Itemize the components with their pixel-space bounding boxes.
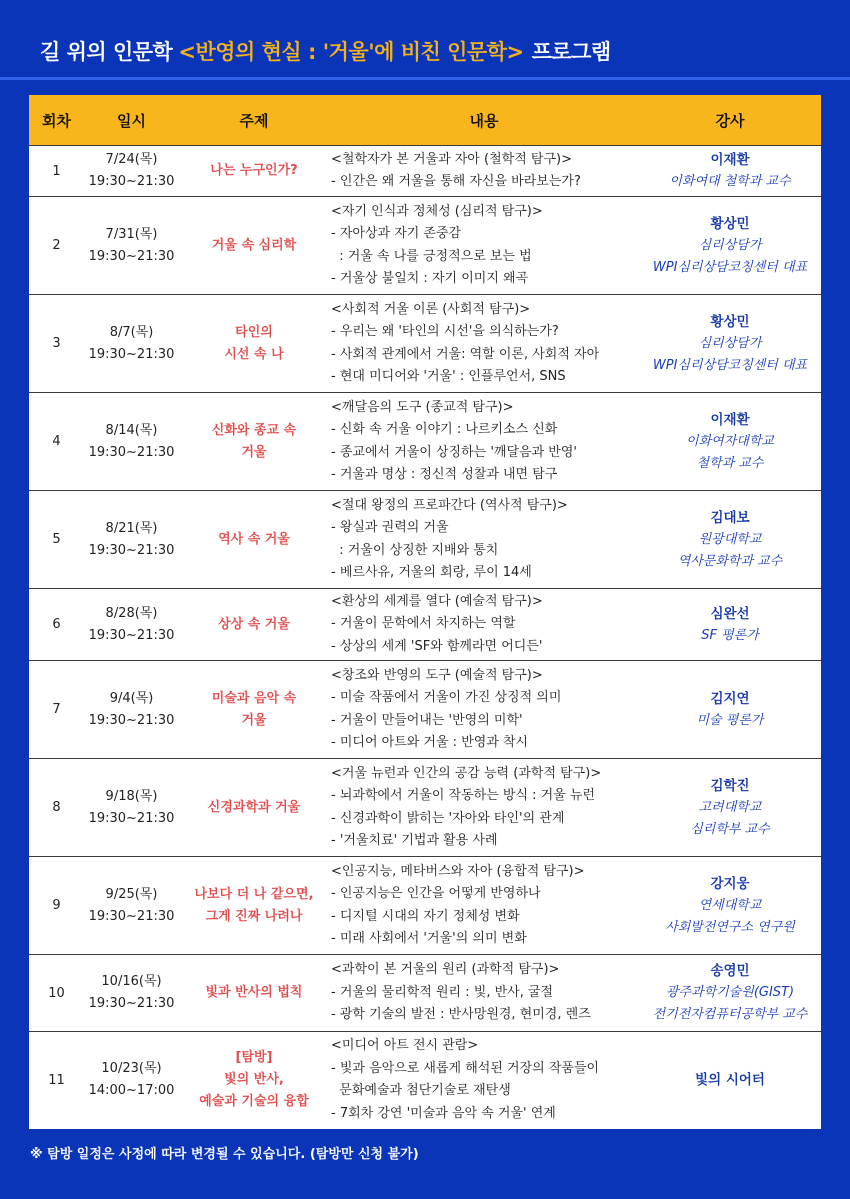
session-lecturer [639,589,821,661]
session-lecturer [639,759,821,857]
session-number: 4 [29,393,84,491]
lecturer-affiliation: 원광대학교 [698,531,762,547]
content-line: - 신경과학이 밝히는 '자아와 타인'의 관계 [331,810,565,826]
page-title [40,36,611,66]
title-highlight: <반영의 현실 : '거울'에 비친 인문학> [178,40,524,64]
lecturer-affiliation: 전기전자컴퓨터공학부 교수 [652,1007,808,1022]
content-line: : 거울이 상징한 지배와 통치 [331,542,499,558]
session-topic [179,197,329,295]
session-number: 6 [29,589,84,661]
session-date: 8/14(목) [105,422,158,438]
lecturer-name: 빛의 시어터 [695,1072,765,1089]
title-suffix: 프로그램 [531,40,611,64]
topic-line: 역사 속 거울 [218,531,290,547]
content-line: <절대 왕정의 프로파간다 (역사적 탐구)> [331,497,568,513]
session-date: 8/28(목) [105,605,158,621]
content-line: - 미래 사회에서 '거울'의 의미 변화 [331,931,527,946]
session-lecturer [639,393,821,491]
session-content [329,295,639,393]
table-row [29,955,821,1032]
content-line: - 디지털 시대의 자기 정체성 변화 [331,908,520,924]
content-line: - 인공지능은 인간을 어떻게 반영하나 [331,886,541,901]
session-content [329,857,639,955]
topic-line: 신화와 종교 속 [211,422,297,438]
content-line: <미디어 아트 전시 관람> [331,1038,479,1054]
session-date: 7/31(목) [105,226,158,242]
table-row [29,1032,821,1129]
topic-line: 신경과학과 거울 [207,799,301,815]
content-line: - 베르사유, 거울의 회랑, 루이 14세 [331,565,532,580]
content-line: <인공지능, 메타버스와 자아 (융합적 탐구)> [331,863,585,879]
table-row [29,393,821,491]
topic-line: 미술과 음악 속 [211,690,297,706]
session-content [329,759,639,857]
session-topic [179,759,329,857]
session-date: 7/24(목) [105,152,158,167]
table-row [29,661,821,759]
session-datetime [84,759,179,857]
title-prefix: 길 위의 인문학 [40,40,173,64]
session-time: 19:30~21:30 [88,174,175,189]
table-row [29,146,821,197]
header-datetime: 일시 [84,95,179,146]
content-line: - 인간은 왜 거울을 통해 자신을 바라보는가? [331,174,581,189]
lecturer-affiliation: 철학과 교수 [696,455,764,471]
footnote: ※ 탐방 일정은 사정에 따라 변경될 수 있습니다. (탐방만 신청 불가) [30,1147,419,1162]
session-number: 9 [29,857,84,955]
content-line: - 거울상 불일치 : 자기 이미지 왜곡 [331,271,529,286]
session-number: 7 [29,661,84,759]
header-topic: 주제 [179,95,329,146]
session-date: 9/18(목) [105,788,158,804]
session-date: 8/21(목) [105,520,158,536]
schedule-table [29,95,821,1129]
session-date: 10/16(목) [101,974,162,989]
topic-line: 시선 속 나 [224,346,284,362]
session-date: 8/7(목) [109,324,154,340]
content-line: - 사회적 관계에서 거울: 역할 이론, 사회적 자아 [331,346,600,362]
content-line: - 미술 작품에서 거울이 가진 상징적 의미 [331,690,562,705]
content-line: <자기 인식과 정체성 (심리적 탐구)> [331,203,543,219]
session-date: 9/4(목) [109,690,154,706]
lecturer-name: 황상민 [710,313,750,330]
content-line: <사회적 거울 이론 (사회적 탐구)> [331,301,531,317]
topic-line: [탐방] [235,1050,273,1066]
topic-line: 나는 누구인가? [210,163,298,178]
session-time: 19:30~21:30 [88,542,175,558]
header-divider [0,77,850,80]
content-line: - 거울과 명상 : 정신적 성찰과 내면 탐구 [331,467,558,482]
lecturer-affiliation: 심리상담가 [698,237,762,253]
session-topic [179,589,329,661]
content-line: - 우리는 왜 '타인의 시선'을 의식하는가? [331,324,559,339]
lecturer-affiliation: 미술 평론가 [696,712,764,728]
lecturer-name: 이재환 [710,152,750,168]
session-time: 19:30~21:30 [88,346,175,362]
table-row [29,491,821,589]
session-number: 8 [29,759,84,857]
session-content [329,589,639,661]
lecturer-affiliation: 이화여자대학교 [686,433,774,449]
session-time: 19:30~21:30 [88,627,175,643]
session-time: 19:30~21:30 [88,248,175,264]
session-date: 9/25(목) [105,886,158,902]
session-number: 3 [29,295,84,393]
session-time: 19:30~21:30 [88,996,175,1011]
lecturer-affiliation: WPI심리상담코칭센터 대표 [652,259,808,275]
lecturer-name: 강지웅 [710,875,750,892]
content-line: - 현대 미디어와 '거울' : 인플루언서, SNS [331,369,566,384]
header-content: 내용 [329,95,639,146]
lecturer-affiliation: 연세대학교 [698,897,762,913]
session-time: 14:00~17:00 [88,1083,175,1099]
session-lecturer [639,661,821,759]
session-topic [179,1032,329,1129]
session-datetime [84,393,179,491]
table-body [29,146,821,1129]
session-number: 1 [29,146,84,197]
topic-line: 거울 속 심리학 [211,237,297,253]
session-content [329,197,639,295]
topic-line: 거울 [241,444,267,460]
content-line: 문화예술과 첨단기술로 재탄생 [331,1083,511,1099]
content-line: - 상상의 세계 'SF와 함께라면 어디든' [331,638,543,654]
session-datetime [84,857,179,955]
session-datetime [84,295,179,393]
content-line: : 거울 속 나를 긍정적으로 보는 법 [331,248,532,264]
content-line: - 자아상과 자기 존중감 [331,226,462,241]
content-line: - '거울치료' 기법과 활용 사례 [331,833,498,848]
topic-line: 상상 속 거울 [218,616,290,632]
session-content [329,393,639,491]
lecturer-affiliation: 이화여대 철학과 교수 [669,174,791,189]
session-topic [179,955,329,1032]
session-time: 19:30~21:30 [88,712,175,728]
session-topic [179,393,329,491]
session-topic [179,295,329,393]
content-line: - 미디어 아트와 거울 : 반영과 착시 [331,735,529,750]
session-content [329,661,639,759]
session-topic [179,146,329,197]
session-content [329,955,639,1032]
session-lecturer [639,1032,821,1129]
session-datetime [84,955,179,1032]
topic-line: 타인의 [235,324,273,340]
session-lecturer [639,197,821,295]
session-date: 10/23(목) [101,1061,162,1077]
content-line: <창조와 반영의 도구 (예술적 탐구)> [331,667,543,683]
session-lecturer [639,857,821,955]
table-row [29,759,821,857]
session-content [329,146,639,197]
session-datetime [84,491,179,589]
content-line: <철학자가 본 거울과 자아 (철학적 탐구)> [331,151,572,167]
topic-line: 거울 [241,712,267,728]
session-lecturer [639,146,821,197]
lecturer-affiliation: SF 평론가 [701,627,759,643]
lecturer-affiliation: 광주과학기술원(GIST) [665,985,795,1000]
session-content [329,491,639,589]
session-lecturer [639,491,821,589]
content-line: - 신화 속 거울 이야기 : 나르키소스 신화 [331,422,558,437]
session-datetime [84,1032,179,1129]
session-topic [179,857,329,955]
content-line: - 뇌과학에서 거울이 작동하는 방식 : 거울 뉴런 [331,788,596,803]
table-row [29,857,821,955]
content-line: <환상의 세계를 열다 (예술적 탐구)> [331,593,543,609]
content-line: - 거울이 만들어내는 '반영의 미학' [331,712,523,728]
topic-line: 나보다 더 나 같으면, [194,886,314,902]
lecturer-name: 김지연 [710,690,750,707]
session-datetime [84,197,179,295]
session-topic [179,491,329,589]
lecturer-name: 심완선 [710,605,750,622]
content-line: - 거울의 물리학적 원리 : 빛, 반사, 굴절 [331,984,554,1000]
content-line: - 빛과 음악으로 새롭게 해석된 거장의 작품들이 [331,1060,600,1076]
content-line: - 7회차 강연 '미술과 음악 속 거울' 연계 [331,1105,556,1121]
session-topic [179,661,329,759]
content-line: - 광학 기술의 발전 : 반사망원경, 현미경, 렌즈 [331,1007,591,1023]
table-row [29,295,821,393]
table-header-row [29,95,821,146]
lecturer-affiliation: 고려대학교 [698,799,762,815]
lecturer-name: 황상민 [710,215,750,232]
session-number: 2 [29,197,84,295]
lecturer-affiliation: 사회발전연구소 연구원 [665,919,795,935]
lecturer-name: 김대보 [710,509,750,526]
topic-line: 그게 진짜 나려나 [205,908,303,924]
lecturer-name: 김학진 [710,777,750,794]
session-datetime [84,146,179,197]
session-datetime [84,589,179,661]
lecturer-affiliation: 심리학부 교수 [690,821,770,837]
session-number: 11 [29,1032,84,1129]
header-session: 회차 [29,95,84,146]
topic-line: 빛과 반사의 법칙 [205,985,303,1000]
session-datetime [84,661,179,759]
lecturer-affiliation: 역사문화학과 교수 [677,553,783,569]
table-row [29,197,821,295]
schedule-table-wrap [29,95,821,1129]
session-lecturer [639,955,821,1032]
session-number: 10 [29,955,84,1032]
topic-line: 예술과 기술의 융합 [199,1094,309,1110]
content-line: <과학이 본 거울의 원리 (과학적 탐구)> [331,962,560,978]
lecturer-name: 이재환 [710,411,750,428]
content-line: - 종교에서 거울이 상징하는 '깨달음과 반영' [331,444,577,460]
header-lecturer: 강사 [639,95,821,146]
session-time: 19:30~21:30 [88,908,175,924]
session-time: 19:30~21:30 [88,810,175,826]
header [0,0,850,78]
table-row [29,589,821,661]
content-line: <깨달음의 도구 (종교적 탐구)> [331,399,514,415]
topic-line: 빛의 반사, [224,1072,284,1088]
content-line: - 왕실과 권력의 거울 [331,520,449,535]
session-lecturer [639,295,821,393]
content-line: - 거울이 문학에서 차지하는 역할 [331,616,516,632]
session-time: 19:30~21:30 [88,444,175,460]
content-line: <거울 뉴런과 인간의 공감 능력 (과학적 탐구)> [331,765,602,781]
lecturer-name: 송영민 [710,963,750,979]
session-number: 5 [29,491,84,589]
lecturer-affiliation: 심리상담가 [698,335,762,351]
lecturer-affiliation: WPI심리상담코칭센터 대표 [652,357,808,373]
session-content [329,1032,639,1129]
